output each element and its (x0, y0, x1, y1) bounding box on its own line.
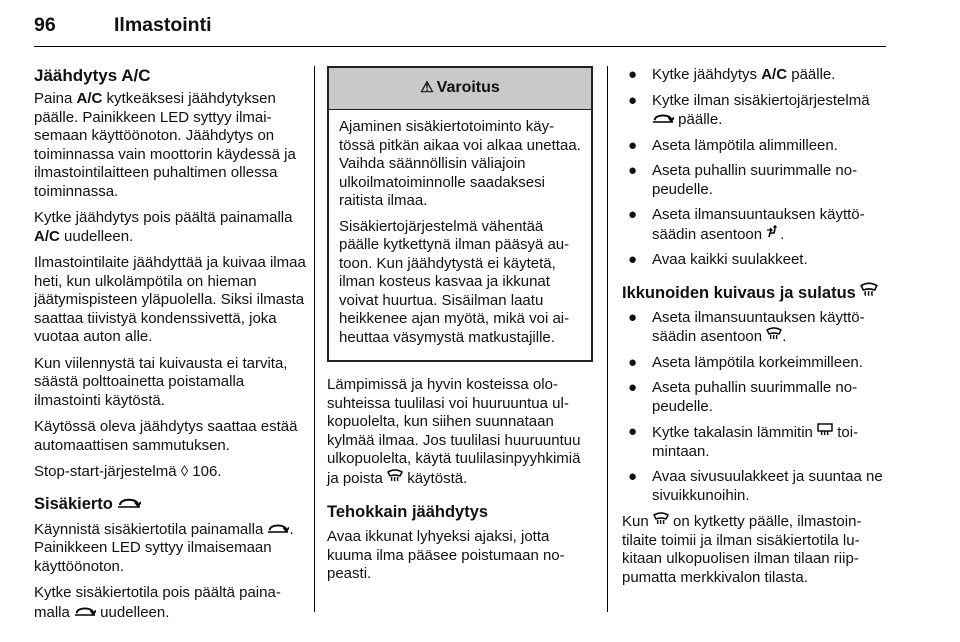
para-cooling-on: Paina A/C kytkeäksesi jäähdytyksen päälle. Painikkeen LED syttyy ilmaisemaan käyttöönoton. Jäähdytys on toiminnassa vain moottorin käydessä ja ilmastointilaitteen puhaltimen ollessa toiminnassa. (34, 90, 296, 200)
air-distribution-icon (766, 225, 780, 244)
recirculation-icon (267, 520, 289, 539)
rear-window-heater-icon (817, 423, 833, 442)
para-save-fuel: Kun viilennystä tai kuivausta ei tarvita, säästä polttoainetta poistamalla ilmastointi käytöstä. (34, 354, 288, 409)
list-item: ● Avaa sivusuulakkeet ja suuntaa ne sivuikkunoihin. (628, 468, 883, 504)
list-item: ● Aseta lämpötila korkeimmilleen. (628, 353, 863, 371)
para-cooling-off: Kytke jäähdytys pois päältä painamalla A/C uudelleen. (34, 209, 293, 245)
para-open-windows: Avaa ikkunat lyhyeksi ajaksi, jotta kuuma ilma pääsee poistumaan nopeasti. (327, 528, 565, 582)
para-windscreen-fog: Lämpimissä ja hyvin kosteissa olosuhteissa tuulilasi voi huuruuntua ulkopuolelta, kun siihen suunnataan kylmää ilmaa. Jos tuulilasi huuruuntuu ulkopuolelta, käytä tuulilasinpyyhkimiä ja poista käytöstä. (327, 376, 581, 487)
recirculation-icon (74, 603, 96, 622)
page-ref-icon: ◊ (180, 463, 189, 480)
column-divider-2 (607, 66, 608, 612)
list-item: ● Kytke takalasin lämmitin toimintaan. (628, 423, 859, 460)
heading-cooling: Jäähdytys A/C (34, 66, 151, 85)
list-item: ● Kytke jäähdytys A/C päälle. (628, 66, 836, 83)
warning-para-1: Ajaminen sisäkiertotoiminto käytössä pitkän aikaa voi alkaa unettaa. Vaihda säännöllisin väliajoin ulkoilmatoiminnolle saadaksesi raitista ilmaa. (339, 118, 581, 209)
list-item: ● Aseta puhallin suurimmalle nopeudelle. (628, 379, 858, 415)
para-stop-start-ref: Stop-start-järjestelmä ◊ 106. (34, 463, 222, 480)
list-item: ● Aseta ilmansuuntauksen käyttösäädin asentoon . (628, 206, 865, 243)
defrost-steps-list (622, 309, 890, 506)
recirculation-icon (117, 494, 141, 514)
heading-efficient-cooling: Tehokkain jäähdytys (327, 503, 489, 521)
column-2 (327, 66, 593, 592)
column-divider-1 (314, 66, 315, 612)
cooling-steps-list (622, 66, 890, 270)
windscreen-defrost-icon (387, 469, 403, 488)
list-item: ● Aseta lämpötila alimmilleen. (628, 136, 838, 154)
list-item: ● Avaa kaikki suulakkeet. (628, 251, 808, 268)
warning-header: ⚠ Varoitus (329, 68, 591, 110)
list-item: ● Aseta puhallin suurimmalle nopeudelle. (628, 162, 858, 198)
windscreen-defrost-icon (860, 282, 878, 303)
para-recirc-off: Kytke sisäkiertotila pois päältä painamalla uudelleen. (34, 584, 281, 621)
para-recirc-on: Käynnistä sisäkiertotila painamalla . Painikkeen LED syttyy ilmaisemaan käyttöönoton. (34, 520, 294, 575)
warning-box (327, 66, 593, 362)
header-rule (34, 46, 886, 47)
windscreen-defrost-icon (653, 512, 669, 531)
column-3 (622, 66, 890, 595)
list-item: ● Kytke ilman sisäkiertojärjestelmä päälle. (628, 91, 870, 128)
page-title: Ilmastointi (114, 14, 212, 36)
warning-icon: ⚠ (420, 79, 434, 97)
recirculation-icon (652, 110, 674, 129)
page-number: 96 (34, 14, 56, 36)
para-dehumidify: Ilmastointilaite jäähdyttää ja kuivaa ilmaa heti, kun ulkolämpötila on hieman jäätymispisteen yläpuolella. Siksi ilmasta saattaa tiivistyä kondenssivettä, joka vuotaa auton alle. (34, 254, 306, 345)
warning-para-2: Sisäkiertojärjestelmä vähentää päälle kytkettynä ilman pääsyä autoon. Kun jäähdytystä ei käytetä, ilman kosteus kasvaa ja ikkunat voivat huurtua. Sisäilman laatu heikkenee ajan myötä, mikä voi aiheuttaa väsymystä matkustajille. (339, 217, 570, 346)
windscreen-defrost-icon (766, 327, 782, 346)
warning-body (329, 110, 591, 360)
list-item: ● Aseta ilmansuuntauksen käyttösäädin asentoon . (628, 308, 865, 345)
heading-recirculation: Sisäkierto (34, 494, 306, 514)
para-autostop: Käytössä oleva jäähdytys saattaa estää automaattisen sammutuksen. (34, 418, 298, 454)
column-1 (34, 66, 306, 630)
para-defrost-note: Kun on kytketty päälle, ilmastointilaite toimii ja ilman sisäkiertotila lukitaan ulkopuolisen ilman tilaan riippumatta merkkivalon tilasta. (622, 513, 862, 586)
heading-defrost: Ikkunoiden kuivaus ja sulatus (622, 282, 890, 303)
